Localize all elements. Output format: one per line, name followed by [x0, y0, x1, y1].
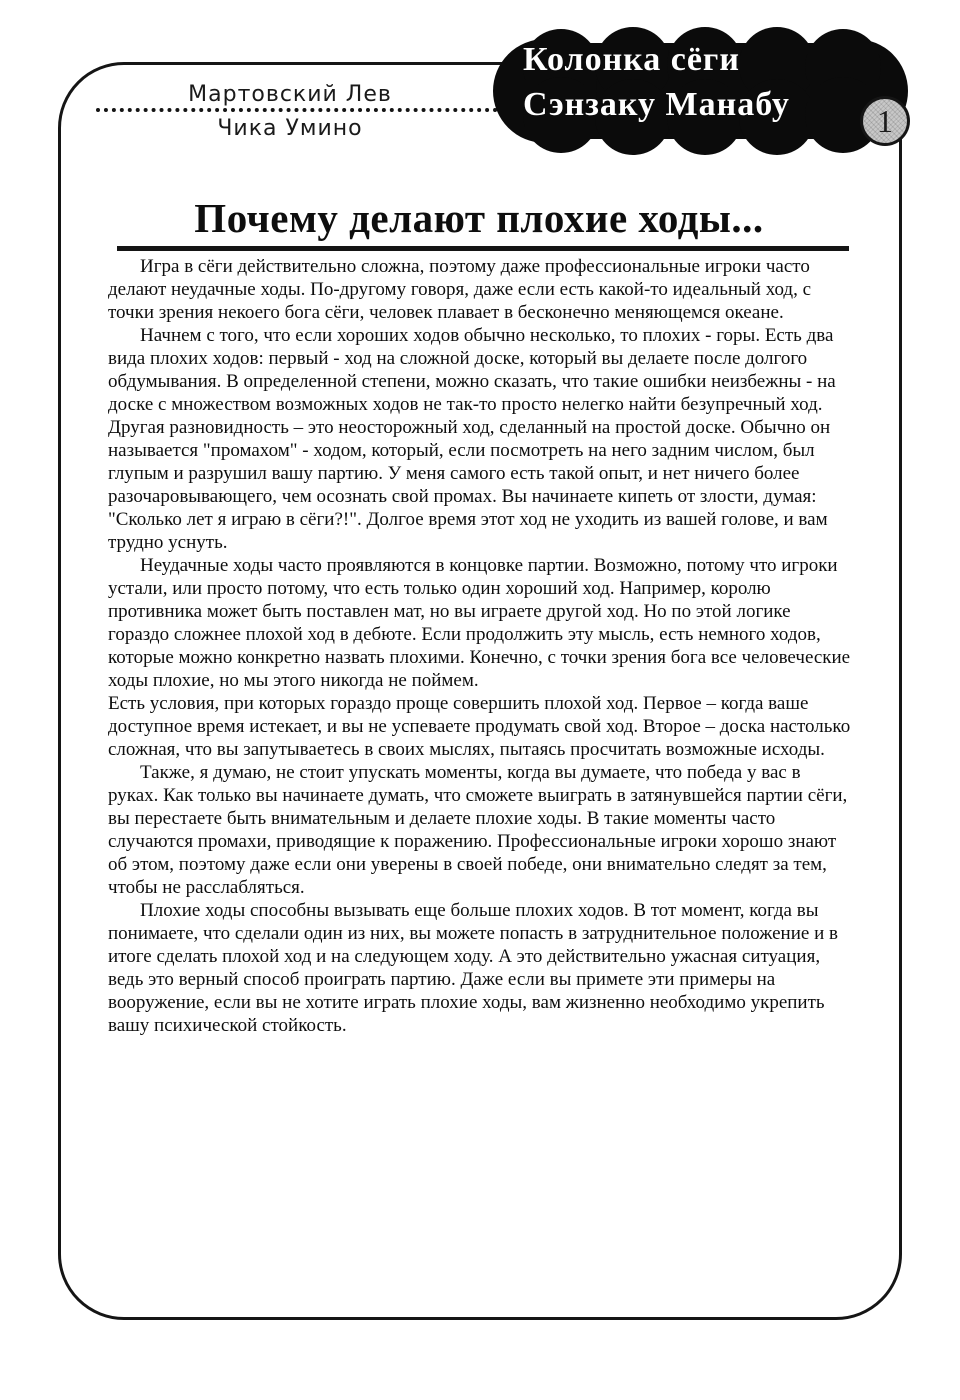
- paragraph: Неудачные ходы часто проявляются в концовке партии. Возможно, потому что игроки устали, или просто потому, что есть только один хороший ход. Например, королю противника может быть поставлен мат, но вы играете другой ход. Но по этой логике гораздо сложнее плохой ход в дебюте. Если продолжить эту мысль, есть немного ходов, которые можно конкретно назвать плохими. Конечно, с точки зрения бога все человеческие ходы плохие, но мы этого никогда не поймем.: [108, 555, 851, 691]
- page-number-badge: [860, 96, 910, 146]
- paragraph: Есть условия, при которых гораздо проще совершить плохой ход. Первое – когда ваше доступное время истекает, и вы не успеваете продумать свой ход. Второе – доска настолько сложная, что вы запутываетесь в своих мыслях, пытаясь просчитать возможные исходы.: [108, 693, 851, 760]
- series-title: Мартовский Лев: [188, 82, 392, 107]
- paragraph: Игра в сёги действительно сложна, поэтому даже профессиональные игроки часто делают неудачные ходы. По-другому говоря, даже если есть какой-то идеальный ход, с точки зрения некоего бога сёги, человек плавает в бесконечно меняющемся океане.: [108, 256, 812, 323]
- paragraph: Плохие ходы способны вызывать еще больше плохих ходов. В тот момент, когда вы понимаете, что сделали один из них, вы можете попасть в затруднительное положение и в итоге сделать плохой ход и на следующем ходу. А это действительно ужасная ситуация, ведь это верный способ проиграть партию. Даже если вы примете эти примеры на вооружение, если вы не хотите играть плохие ходы, вам жизненно необходимо укрепить вашу психической стойкость.: [108, 900, 838, 1036]
- article-title: Почему делают плохие ходы...: [194, 195, 764, 241]
- paragraph: Начнем с того, что если хороших ходов обычно несколько, то плохих - горы. Есть два вида плохих ходов: первый - ход на сложной доске, который вы делаете после долгого обдумывания. В определенной степени, можно сказать, что такие ошибки неизбежны - на доске с множеством возможных ходов не так-то просто нелегко найти безупречный ход. Другая разновидность – это неосторожный ход, сделанный на простой доске. Обычно он называется "промахом" - ходом, который, если посмотреть на него задним числом, был глупым и разрушил вашу партию. У меня самого есть такой опыт, и нет ничего более разочаровывающего, чем осознать свой промах. Вы начинаете кипеть от злости, думая: "Сколько лет я играю в сёги?!". Долгое время этот ход не уходить из вашей голове, и вам трудно уснуть.: [108, 325, 836, 553]
- author-name: Чика Умино: [217, 116, 363, 141]
- title-underline: [117, 246, 849, 251]
- badge-line-1: Колонка сёги: [523, 41, 740, 78]
- paragraph: Также, я думаю, не стоит упускать моменты, когда вы думаете, что победа у вас в руках. Как только вы начинаете думать, что сможете выиграть в затянувшейся партии сёги, вы перестаете быть внимательным и делаете плохие ходы. В такие моменты часто случаются промахи, приводящие к поражению. Профессиональные игроки хорошо знают об этом, поэтому даже если они уверены в своей победе, они внимательно следят за тем, чтобы не расслабляться.: [108, 762, 848, 898]
- page-number: 1: [877, 103, 893, 139]
- shogi-column-badge: [493, 27, 908, 155]
- badge-line-2: Сэнзаку Манабу: [523, 86, 790, 123]
- article-body: [108, 255, 852, 1037]
- badge-text: [523, 37, 883, 127]
